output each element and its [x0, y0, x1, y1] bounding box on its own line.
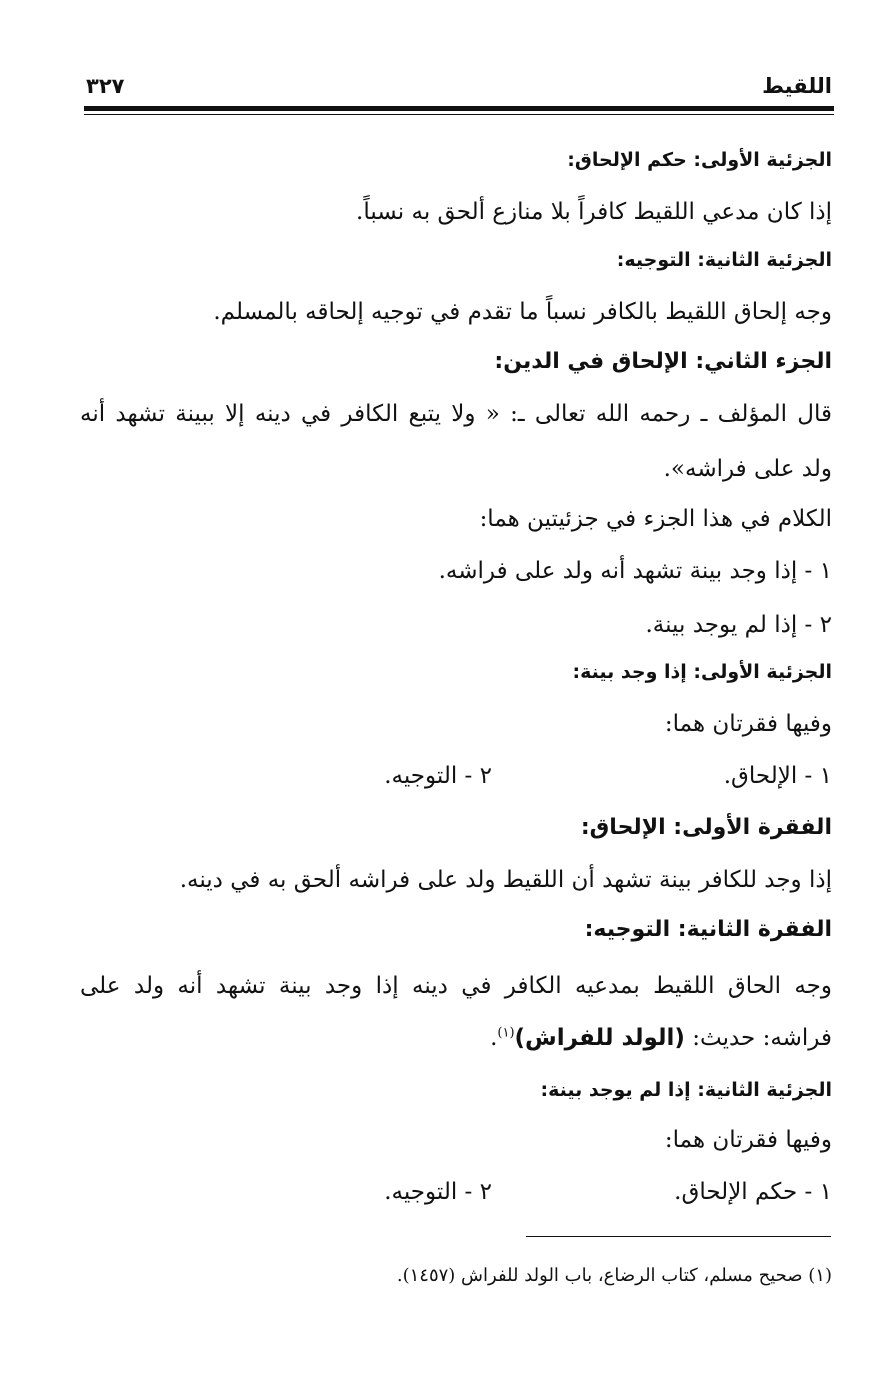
header-rule-thick — [84, 106, 834, 111]
paragraph-line: وجه إلحاق اللقيط بالكافر نسباً ما تقدم في توجيه إلحاقه بالمسلم. — [213, 299, 832, 325]
hadith-line — [490, 1021, 832, 1055]
list-item: ٢ - التوجيه. — [384, 763, 492, 789]
two-column-list — [332, 759, 832, 793]
paragraph-line: إذا وجد للكافر بينة تشهد أن اللقيط ولد على فراشه ألحق به في دينه. — [179, 867, 832, 893]
paragraph-heading: الفقرة الثانية: التوجيه: — [584, 917, 832, 942]
footnote: (١) صحيح مسلم، كتاب الرضاع، باب الولد للفراش (١٤٥٧). — [396, 1265, 832, 1286]
paragraph-heading: الفقرة الأولى: الإلحاق: — [580, 815, 832, 840]
subheading-ruling: الجزئية الأولى: حكم الإلحاق: — [567, 149, 832, 171]
page-header — [86, 72, 832, 100]
header-rule-thin — [84, 114, 834, 115]
running-title: اللقيط — [762, 74, 832, 98]
paragraph-line: الكلام في هذا الجزء في جزئيتين هما: — [479, 506, 832, 532]
list-item: ٢ - التوجيه. — [384, 1179, 492, 1205]
list-item: ١ - إذا وجد بينة تشهد أنه ولد على فراشه. — [438, 558, 832, 584]
subheading-evidence: الجزئية الأولى: إذا وجد بينة: — [572, 661, 832, 683]
subheading-explanation: الجزئية الثانية: التوجيه: — [616, 249, 832, 271]
section-heading: الجزء الثاني: الإلحاق في الدين: — [494, 349, 832, 374]
paragraph-line: إذا كان مدعي اللقيط كافراً بلا منازع ألحق به نسباً. — [356, 199, 832, 225]
list-item: ١ - الإلحاق. — [723, 763, 832, 789]
footnote-ref: (١) — [497, 1025, 515, 1041]
hadith-text: (الولد للفراش) — [514, 1025, 685, 1051]
hadith-intro: فراشه: حديث: — [684, 1025, 832, 1051]
page-number: ٣٢٧ — [86, 74, 125, 98]
two-column-list — [332, 1175, 832, 1209]
quote-line: قال المؤلف ـ رحمه الله تعالى ـ: « ولا يتبع الكافر في دينه إلا ببينة تشهد أنه — [80, 401, 832, 427]
paragraph-line: وجه الحاق اللقيط بمدعيه الكافر في دينه إذا وجد بينة تشهد أنه ولد على — [80, 973, 832, 999]
footnote-rule — [526, 1236, 831, 1237]
subheading-no-evidence: الجزئية الثانية: إذا لم يوجد بينة: — [540, 1079, 832, 1101]
list-item: ١ - حكم الإلحاق. — [674, 1179, 832, 1205]
quote-line-end: ولد على فراشه». — [663, 456, 832, 482]
list-item: ٢ - إذا لم يوجد بينة. — [645, 612, 832, 638]
paragraph-line: وفيها فقرتان هما: — [664, 1127, 832, 1153]
hadith-end: . — [490, 1025, 498, 1051]
paragraph-line: وفيها فقرتان هما: — [664, 711, 832, 737]
